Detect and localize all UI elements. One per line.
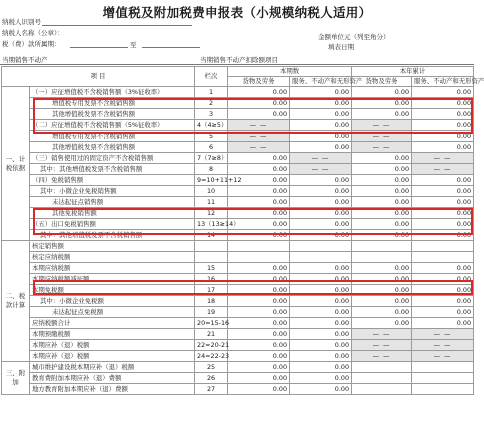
table-row (2, 208, 474, 219)
disabled-cell: — — (228, 142, 290, 153)
row-label: 本期应补（退）税额 (30, 340, 195, 351)
column-no-header: 栏次 (195, 67, 228, 87)
row-column-no (195, 241, 228, 252)
table-row (2, 340, 474, 351)
disabled-cell: — — (412, 164, 474, 175)
goods-services-header-ytd: 货物及劳务 (352, 77, 412, 87)
period-separator: 至 (130, 41, 137, 49)
period-end-field[interactable] (142, 47, 200, 48)
amount-cell[interactable]: 0.00 (290, 351, 352, 362)
unit-label: 金额单位元（列至角分） (318, 33, 390, 41)
amount-cell[interactable]: 0.00 (290, 186, 352, 197)
row-label: 其中：其他增值税发票不含税销售额 (30, 164, 195, 175)
table-row (2, 142, 474, 153)
period-label: 税（费）款所属期： (2, 40, 61, 48)
amount-cell[interactable]: 0.00 (290, 197, 352, 208)
amount-cell[interactable]: 0.00 (412, 109, 474, 120)
table-row (2, 219, 474, 230)
amount-cell[interactable]: 0.00 (412, 142, 474, 153)
amount-cell[interactable]: 0.00 (228, 318, 290, 329)
table-row (2, 153, 474, 164)
amount-cell[interactable]: 0.00 (412, 98, 474, 109)
row-label: 未达起征点销售额 (30, 197, 195, 208)
table-row (2, 164, 474, 175)
table-row (2, 120, 474, 131)
amount-cell[interactable]: 0.00 (412, 285, 474, 296)
row-column-no: 14 (195, 230, 228, 241)
row-column-no: 2 (195, 98, 228, 109)
table-row (2, 131, 474, 142)
section-surcharge: 三、附加 (2, 362, 30, 395)
disabled-cell: — — (352, 142, 412, 153)
table-row (2, 252, 474, 263)
form-title: 增值税及附加税费申报表（小规模纳税人适用） (102, 5, 372, 20)
services-real-estate-header: 服务、不动产和无形资产 (290, 77, 352, 87)
amount-cell[interactable]: 0.00 (228, 340, 290, 351)
amount-cell[interactable] (352, 373, 412, 384)
amount-cell[interactable]: 0.00 (290, 362, 352, 373)
amount-cell[interactable] (352, 362, 412, 373)
row-column-no: 13（13≥14） (195, 219, 228, 230)
amount-cell[interactable]: 0.00 (290, 340, 352, 351)
amount-cell[interactable]: 0.00 (352, 87, 412, 98)
row-label: 地方教育附加本期应补（退）费额 (30, 384, 195, 395)
amount-cell[interactable]: 0.00 (352, 186, 412, 197)
amount-cell[interactable]: 0.00 (412, 186, 474, 197)
row-column-no: 11 (195, 197, 228, 208)
row-column-no: 9=10+11+12 (195, 175, 228, 186)
section-tax-calc: 二、税款计算 (2, 241, 30, 362)
amount-cell[interactable]: 0.00 (352, 109, 412, 120)
amount-cell[interactable]: 0.00 (352, 285, 412, 296)
row-label: 增值税专用发票不含税销售额 (30, 131, 195, 142)
amount-cell[interactable]: 0.00 (290, 285, 352, 296)
amount-cell[interactable]: 0.00 (228, 153, 290, 164)
amount-cell[interactable]: 0.00 (290, 329, 352, 340)
table-row (2, 186, 474, 197)
amount-cell[interactable]: 0.00 (228, 296, 290, 307)
amount-cell[interactable] (352, 241, 412, 252)
row-label: 应纳税额合计 (30, 318, 195, 329)
disabled-cell: — — (352, 329, 412, 340)
amount-cell[interactable]: 0.00 (228, 362, 290, 373)
table-row (2, 362, 474, 373)
row-column-no: 24=22-23 (195, 351, 228, 362)
current-period-header: 本期数 (228, 67, 352, 77)
amount-cell[interactable] (228, 252, 290, 263)
amount-cell[interactable]: 0.00 (290, 219, 352, 230)
disabled-cell: — — (228, 120, 290, 131)
amount-cell[interactable]: 0.00 (290, 384, 352, 395)
amount-cell[interactable]: 0.00 (228, 98, 290, 109)
amount-cell[interactable]: 0.00 (352, 197, 412, 208)
row-column-no: 19 (195, 307, 228, 318)
amount-cell[interactable]: 0.00 (352, 219, 412, 230)
disabled-cell: — — (228, 131, 290, 142)
amount-cell[interactable]: 0.00 (412, 230, 474, 241)
disabled-cell: — — (290, 153, 352, 164)
amount-cell[interactable] (290, 252, 352, 263)
declaration-table (1, 66, 484, 395)
fill-date-label: 填表日期 (328, 43, 354, 51)
amount-cell[interactable]: 0.00 (228, 109, 290, 120)
amount-cell[interactable]: 0.00 (228, 186, 290, 197)
amount-cell[interactable]: 0.00 (290, 120, 352, 131)
disabled-cell: — — (412, 329, 474, 340)
disabled-cell: — — (412, 351, 474, 362)
amount-cell[interactable]: 0.00 (228, 373, 290, 384)
amount-cell[interactable]: 0.00 (412, 318, 474, 329)
row-label: （一）应征增值税不含税销售额（3%征收率） (30, 87, 195, 98)
amount-cell[interactable] (412, 373, 474, 384)
amount-cell[interactable] (352, 384, 412, 395)
row-column-no: 7（7≥8） (195, 153, 228, 164)
amount-cell[interactable]: 0.00 (228, 329, 290, 340)
amount-cell[interactable]: 0.00 (412, 175, 474, 186)
row-label: 增值税专用发票不含税销售额 (30, 98, 195, 109)
row-label: 未达起征点免税额 (30, 307, 195, 318)
table-row (2, 175, 474, 186)
row-label: 其中：小微企业免税额 (30, 296, 195, 307)
row-column-no: 16 (195, 274, 228, 285)
amount-cell[interactable]: 0.00 (290, 87, 352, 98)
amount-cell[interactable] (352, 252, 412, 263)
row-column-no: 18 (195, 296, 228, 307)
disabled-cell: — — (352, 340, 412, 351)
table-row (2, 263, 474, 274)
table-row (2, 98, 474, 109)
amount-cell[interactable]: 0.00 (228, 219, 290, 230)
row-label: 教育费附加本期应补（退）费额 (30, 373, 195, 384)
amount-cell[interactable]: 0.00 (290, 307, 352, 318)
table-row (2, 351, 474, 362)
period-start-field[interactable] (70, 47, 128, 48)
amount-cell[interactable]: 0.00 (352, 98, 412, 109)
amount-cell[interactable]: 0.00 (412, 131, 474, 142)
row-column-no: 20=15-16 (195, 318, 228, 329)
amount-cell[interactable]: 0.00 (352, 175, 412, 186)
amount-cell[interactable] (412, 384, 474, 395)
amount-cell[interactable]: 0.00 (290, 263, 352, 274)
section-tax-basis: 一、计税依据 (2, 87, 30, 241)
row-label: 核定应纳税额 (30, 252, 195, 263)
table-row (2, 87, 474, 98)
goods-services-header: 货物及劳务 (228, 77, 290, 87)
year-total-header: 本年累计 (352, 67, 474, 77)
services-real-estate-header-ytd: 服务、不动产和无形资产 (412, 77, 474, 87)
amount-cell[interactable] (290, 241, 352, 252)
table-row (2, 109, 474, 120)
row-label: （二）应征增值税不含税销售额（5%征收率） (30, 120, 195, 131)
amount-cell[interactable]: 0.00 (290, 208, 352, 219)
disabled-cell: — — (352, 131, 412, 142)
table-row (2, 329, 474, 340)
amount-cell[interactable]: 0.00 (290, 230, 352, 241)
row-label: 本期免税额 (30, 285, 195, 296)
amount-cell[interactable]: 0.00 (290, 131, 352, 142)
amount-cell[interactable]: 0.00 (228, 384, 290, 395)
table-row (2, 296, 474, 307)
amount-cell[interactable]: 0.00 (228, 197, 290, 208)
amount-cell[interactable]: 0.00 (352, 208, 412, 219)
table-row (2, 197, 474, 208)
amount-cell[interactable]: 0.00 (290, 175, 352, 186)
header-divider (0, 64, 474, 65)
amount-cell[interactable]: 0.00 (228, 351, 290, 362)
amount-cell[interactable]: 0.00 (412, 307, 474, 318)
row-column-no: 6 (195, 142, 228, 153)
amount-cell[interactable]: 0.00 (412, 296, 474, 307)
amount-cell[interactable]: 0.00 (290, 274, 352, 285)
row-column-no: 21 (195, 329, 228, 340)
amount-cell[interactable]: 0.00 (290, 318, 352, 329)
taxpayer-id-field[interactable] (42, 25, 192, 26)
amount-cell[interactable]: 0.00 (412, 120, 474, 131)
amount-cell[interactable]: 0.00 (412, 87, 474, 98)
table-row (2, 230, 474, 241)
sales-real-estate-label: 当期销售不动产 (2, 56, 48, 64)
amount-cell[interactable]: 0.00 (228, 208, 290, 219)
row-column-no (195, 252, 228, 263)
amount-cell[interactable]: 0.00 (228, 164, 290, 175)
amount-cell[interactable]: 0.00 (290, 109, 352, 120)
amount-cell[interactable]: 0.00 (228, 175, 290, 186)
amount-cell[interactable]: 0.00 (352, 307, 412, 318)
amount-cell[interactable]: 0.00 (228, 307, 290, 318)
amount-cell[interactable]: 0.00 (290, 98, 352, 109)
amount-cell[interactable]: 0.00 (352, 263, 412, 274)
amount-cell[interactable]: 0.00 (352, 296, 412, 307)
table-row (2, 384, 474, 395)
amount-cell[interactable]: 0.00 (228, 263, 290, 274)
amount-cell[interactable] (412, 241, 474, 252)
row-label: 核定销售额 (30, 241, 195, 252)
row-column-no: 3 (195, 109, 228, 120)
row-label: 其中：小微企业免税销售额 (30, 186, 195, 197)
disabled-cell: — — (352, 120, 412, 131)
amount-cell[interactable]: 0.00 (412, 208, 474, 219)
row-label: 本期应补（退）税额 (30, 351, 195, 362)
table-row (2, 285, 474, 296)
row-column-no: 17 (195, 285, 228, 296)
row-label: 其他增值税发票不含税销售额 (30, 109, 195, 120)
taxpayer-id-label: 纳税人识别号 (2, 18, 41, 26)
amount-cell[interactable]: 0.00 (412, 219, 474, 230)
row-label: （三）销售使用过的固定资产不含税销售额 (30, 153, 195, 164)
row-column-no: 1 (195, 87, 228, 98)
amount-cell[interactable]: 0.00 (412, 263, 474, 274)
row-column-no: 12 (195, 208, 228, 219)
row-column-no: 22=20-21 (195, 340, 228, 351)
row-column-no: 5 (195, 131, 228, 142)
row-label: 其他免税销售额 (30, 208, 195, 219)
row-label: （五）出口免税销售额 (30, 219, 195, 230)
row-label: 本期应纳税额减征额 (30, 274, 195, 285)
amount-cell[interactable] (412, 362, 474, 373)
row-label: 城市维护建设税本期应补（退）税额 (30, 362, 195, 373)
amount-cell[interactable] (228, 241, 290, 252)
table-row (2, 307, 474, 318)
row-column-no: 26 (195, 373, 228, 384)
row-column-no: 27 (195, 384, 228, 395)
disabled-cell: — — (412, 340, 474, 351)
disabled-cell: — — (290, 164, 352, 175)
amount-cell[interactable]: 0.00 (352, 164, 412, 175)
table-body (2, 87, 474, 395)
amount-cell[interactable]: 0.00 (290, 142, 352, 153)
disabled-cell: — — (412, 153, 474, 164)
amount-cell[interactable]: 0.00 (412, 197, 474, 208)
amount-cell[interactable]: 0.00 (352, 274, 412, 285)
table-row (2, 241, 474, 252)
row-column-no: 4（4≥5） (195, 120, 228, 131)
row-column-no: 15 (195, 263, 228, 274)
row-label: 其中：其他增值税发票不含税销售额 (30, 230, 195, 241)
row-column-no: 8 (195, 164, 228, 175)
amount-cell[interactable]: 0.00 (228, 274, 290, 285)
amount-cell[interactable]: 0.00 (228, 230, 290, 241)
row-label: 本期应纳税额 (30, 263, 195, 274)
project-header: 项 目 (2, 67, 195, 87)
taxpayer-name-label: 纳税人名称（公章）： (2, 29, 64, 37)
amount-cell[interactable]: 0.00 (228, 285, 290, 296)
row-column-no: 10 (195, 186, 228, 197)
row-column-no: 25 (195, 362, 228, 373)
amount-cell[interactable] (412, 252, 474, 263)
deduction-real-estate-label: 当期销售不动产扣除额项目 (200, 56, 278, 64)
amount-cell[interactable]: 0.00 (352, 153, 412, 164)
disabled-cell: — — (352, 351, 412, 362)
row-label: （四）免税销售额 (30, 175, 195, 186)
table-row (2, 274, 474, 285)
amount-cell[interactable]: 0.00 (228, 87, 290, 98)
amount-cell[interactable]: 0.00 (412, 274, 474, 285)
row-label: 本期预缴税额 (30, 329, 195, 340)
amount-cell[interactable]: 0.00 (352, 318, 412, 329)
amount-cell[interactable]: 0.00 (352, 230, 412, 241)
table-row (2, 373, 474, 384)
table-row (2, 318, 474, 329)
amount-cell[interactable]: 0.00 (290, 373, 352, 384)
amount-cell[interactable]: 0.00 (290, 296, 352, 307)
row-label: 其他增值税发票不含税销售额 (30, 142, 195, 153)
